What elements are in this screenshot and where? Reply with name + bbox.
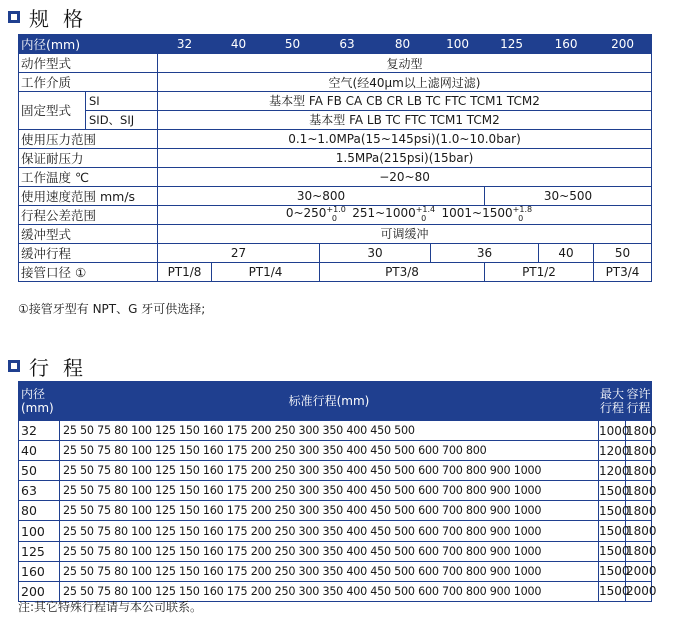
port-label: 接管口径 ① (19, 262, 158, 281)
spec-header-row (19, 35, 652, 54)
bore-40: 40 (212, 35, 266, 54)
allowable-stroke-cell: 2000 (626, 561, 652, 581)
tolerance-value: $0\sim 250^{+1.0}_0$ $251\sim 1000^{+1.4}_0$ $1001\sim 1500^{+1.8}_0$ (158, 205, 652, 224)
cushion-stroke-100-125: 36 (431, 243, 539, 262)
proof-value: 1.5MPa(215psi)(15bar) (158, 148, 652, 167)
mount-si-value: 基本型 FA FB CA CB CR LB TC FTC TCM1 TCM2 (158, 92, 652, 111)
tolerance-range-2: 251~1000 (352, 206, 416, 221)
strokes-cell: 25 50 75 80 100 125 150 160 175 200 250 300 350 400 450 500 600 700 800 900 1000 (60, 461, 599, 481)
mount-sid-row (19, 110, 652, 129)
cushion-stroke-63-80: 30 (320, 243, 431, 262)
port-row (19, 262, 652, 281)
bore-63: 63 (320, 35, 375, 54)
table-row (19, 461, 652, 481)
pressure-label: 使用压力范围 (19, 129, 158, 148)
bore-cell: 40 (19, 441, 60, 461)
spec-section-title: 规格 (8, 5, 97, 29)
pressure-value: 0.1~1.0MPa(15~145psi)(1.0~10.0bar) (158, 129, 652, 148)
proof-row (19, 148, 652, 167)
medium-row (19, 73, 652, 92)
strokes-cell: 25 50 75 80 100 125 150 160 175 200 250 300 350 400 450 500 600 700 800 900 1000 (60, 541, 599, 561)
action-row (19, 54, 652, 73)
table-row (19, 521, 652, 541)
mount-si-sub: SI (86, 92, 158, 111)
bore-cell: 100 (19, 521, 60, 541)
medium-label: 工作介质 (19, 73, 158, 92)
bore-cell: 80 (19, 501, 60, 521)
table-row (19, 561, 652, 581)
medium-value: 空气(经40μm以上滤网过滤) (158, 73, 652, 92)
table-row (19, 541, 652, 561)
port-63-100: PT3/8 (320, 262, 485, 281)
square-bullet-icon (8, 11, 20, 23)
max-stroke-cell: 1200 (599, 461, 626, 481)
bore-cell: 50 (19, 461, 60, 481)
max-stroke-cell: 1500 (599, 541, 626, 561)
bore-80: 80 (375, 35, 431, 54)
spec-note: ①接管牙型有 NPT、G 牙可供选择; (18, 302, 206, 316)
port-200: PT3/4 (594, 262, 652, 281)
stroke-header-row (19, 382, 652, 421)
allowable-stroke-cell: 2000 (626, 581, 652, 601)
max-stroke-cell: 1500 (599, 521, 626, 541)
strokes-cell: 25 50 75 80 100 125 150 160 175 200 250 300 350 400 450 500 600 700 800 900 1000 (60, 521, 599, 541)
bore-50: 50 (266, 35, 320, 54)
spec-table (18, 34, 652, 282)
speed-row (19, 186, 652, 205)
stroke-table (18, 381, 657, 602)
max-stroke-cell: 1500 (599, 561, 626, 581)
mount-si-row (19, 92, 652, 111)
allowable-stroke-cell: 1800 (626, 441, 652, 461)
mount-label: 固定型式 (19, 92, 86, 130)
allowable-stroke-cell: 1800 (626, 521, 652, 541)
temp-value: −20~80 (158, 167, 652, 186)
cushion-value: 可调缓冲 (158, 224, 652, 243)
strokes-cell: 25 50 75 80 100 125 150 160 175 200 250 300 350 400 450 500 (60, 421, 599, 441)
port-125-160: PT1/2 (485, 262, 594, 281)
bore-100: 100 (431, 35, 485, 54)
max-stroke-cell: 1500 (599, 581, 626, 601)
cushion-stroke-row (19, 243, 652, 262)
bore-cell: 160 (19, 561, 60, 581)
cushion-stroke-160: 40 (539, 243, 594, 262)
strokes-cell: 25 50 75 80 100 125 150 160 175 200 250 300 350 400 450 500 600 700 800 900 1000 (60, 561, 599, 581)
bore-125: 125 (485, 35, 539, 54)
allowable-stroke-cell: 1800 (626, 501, 652, 521)
cushion-label: 缓冲型式 (19, 224, 158, 243)
port-32: PT1/8 (158, 262, 212, 281)
action-label: 动作型式 (19, 54, 158, 73)
stroke-section-title: 行程 (8, 354, 97, 378)
strokes-cell: 25 50 75 80 100 125 150 160 175 200 250 300 350 400 450 500 600 700 800 (60, 441, 599, 461)
table-row (19, 481, 652, 501)
cushion-stroke-label: 缓冲行程 (19, 243, 158, 262)
tolerance-row (19, 205, 652, 224)
speed-value-b: 30~500 (485, 186, 652, 205)
table-row (19, 501, 652, 521)
temp-label: 工作温度 ℃ (19, 167, 158, 186)
mount-sid-value: 基本型 FA LB TC FTC TCM1 TCM2 (158, 110, 652, 129)
allowable-stroke-cell: 1800 (626, 541, 652, 561)
proof-label: 保证耐压力 (19, 148, 158, 167)
max-stroke-header: 最大 行程 (599, 382, 626, 421)
allowable-stroke-cell: 1800 (626, 481, 652, 501)
action-value: 复动型 (158, 54, 652, 73)
speed-label: 使用速度范围 mm/s (19, 186, 158, 205)
strokes-cell: 25 50 75 80 100 125 150 160 175 200 250 300 350 400 450 500 600 700 800 900 1000 (60, 501, 599, 521)
speed-value-a: 30~800 (158, 186, 485, 205)
bore-160: 160 (539, 35, 594, 54)
max-stroke-cell: 1500 (599, 481, 626, 501)
cushion-row (19, 224, 652, 243)
bore-header-label: 内径(mm) (19, 35, 158, 54)
standard-stroke-header: 标准行程(mm) (60, 382, 599, 421)
bore-cell: 32 (19, 421, 60, 441)
bore-200: 200 (594, 35, 652, 54)
pressure-row (19, 129, 652, 148)
stroke-note: 注:其它特殊行程请与本公司联系。 (18, 600, 203, 614)
table-row (19, 421, 652, 441)
bore-cell: 125 (19, 541, 60, 561)
cushion-stroke-32-50: 27 (158, 243, 320, 262)
port-40-50: PT1/4 (212, 262, 320, 281)
max-stroke-cell: 1500 (599, 501, 626, 521)
square-bullet-icon (8, 360, 20, 372)
tolerance-range-3: 1001~1500 (441, 206, 513, 221)
strokes-cell: 25 50 75 80 100 125 150 160 175 200 250 300 350 400 450 500 600 700 800 900 1000 (60, 481, 599, 501)
bore-32: 32 (158, 35, 212, 54)
allowable-stroke-cell: 1800 (626, 461, 652, 481)
allowable-stroke-header: 容许 行程 (626, 382, 652, 421)
allowable-stroke-cell: 1800 (626, 421, 652, 441)
max-stroke-cell: 1000 (599, 421, 626, 441)
temp-row (19, 167, 652, 186)
cushion-stroke-200: 50 (594, 243, 652, 262)
bore-cell: 63 (19, 481, 60, 501)
table-row (19, 441, 652, 461)
tolerance-range-1: 0~250 (285, 206, 327, 221)
tolerance-label: 行程公差范围 (19, 205, 158, 224)
mount-sid-sub: SID、SIJ (86, 110, 158, 129)
bore-col-header: 内径 (mm) (19, 382, 60, 421)
max-stroke-cell: 1200 (599, 441, 626, 461)
bore-cell: 200 (19, 581, 60, 601)
strokes-cell: 25 50 75 80 100 125 150 160 175 200 250 300 350 400 450 500 600 700 800 900 1000 (60, 581, 599, 601)
